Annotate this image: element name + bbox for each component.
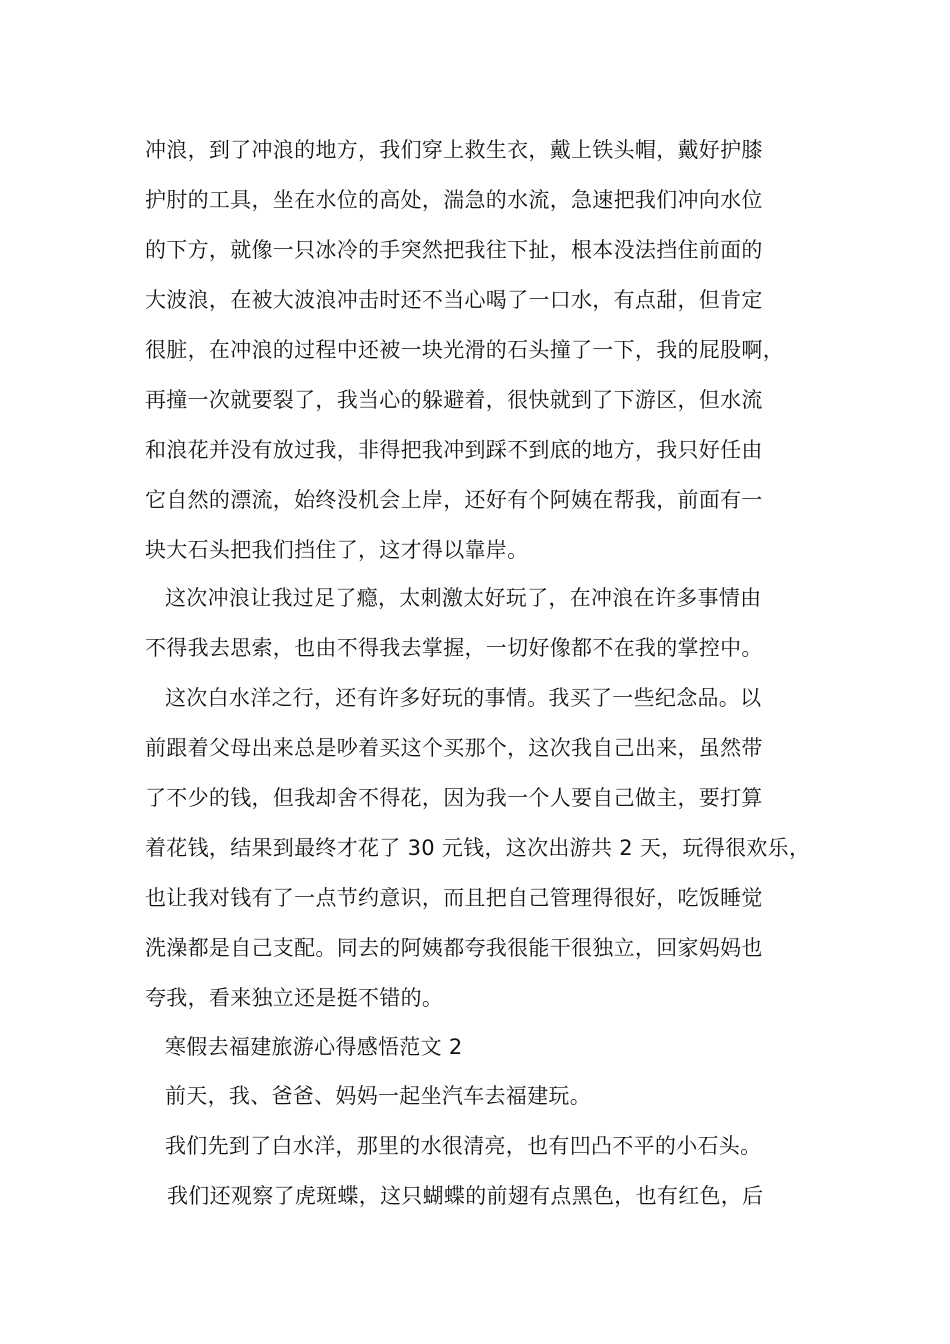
text-line: 块大石头把我们挡住了，这才得以靠岸。	[145, 538, 529, 562]
text-line: 也让我对钱有了一点节约意识，而且把自己管理得很好，吃饭睡觉	[145, 886, 763, 910]
text-line: 很脏，在冲浪的过程中还被一块光滑的石头撞了一下，我的屁股啊，	[145, 338, 784, 362]
text-line: 了不少的钱，但我却舍不得花，因为我一个人要自己做主，要打算	[145, 786, 763, 810]
paragraph-first-line: 我们还观察了虎斑蝶，这只蝴蝶的前翅有点黑色，也有红色，后	[167, 1184, 764, 1208]
paragraph-first-line: 前天，我、爸爸、妈妈一起坐汽车去福建玩。	[165, 1084, 591, 1108]
text-line: 不得我去思索，也由不得我去掌握，一切好像都不在我的掌控中。	[145, 636, 763, 660]
text-line: 和浪花并没有放过我，非得把我冲到踩不到底的地方，我只好任由	[145, 438, 763, 462]
text-line: 着花钱，结果到最终才花了 30 元钱，这次出游共 2 天，玩得很欢乐，	[145, 836, 811, 860]
text-line: 洗澡都是自己支配。同去的阿姨都夸我很能干很独立，回家妈妈也	[145, 936, 763, 960]
text-line: 冲浪，到了冲浪的地方，我们穿上救生衣，戴上铁头帽，戴好护膝	[145, 138, 763, 162]
text-line: 它自然的漂流，始终没机会上岸，还好有个阿姨在帮我，前面有一	[145, 488, 763, 512]
text-line: 的下方，就像一只冰冷的手突然把我往下扯，根本没法挡住前面的	[145, 238, 763, 262]
paragraph-first-line: 这次白水洋之行，还有许多好玩的事情。我买了一些纪念品。以	[165, 686, 762, 710]
text-line: 夸我，看来独立还是挺不错的。	[145, 986, 444, 1010]
paragraph-first-line: 这次冲浪让我过足了瘾，太刺激太好玩了，在冲浪在许多事情由	[165, 586, 762, 610]
text-line: 前跟着父母出来总是吵着买这个买那个，这次我自己出来，虽然带	[145, 736, 763, 760]
text-line: 再撞一次就要裂了，我当心的躲避着，很快就到了下游区，但水流	[145, 388, 763, 412]
section-heading: 寒假去福建旅游心得感悟范文 2	[165, 1035, 463, 1059]
text-line: 大波浪，在被大波浪冲击时还不当心喝了一口水，有点甜，但肯定	[145, 288, 763, 312]
text-line: 护肘的工具，坐在水位的高处，湍急的水流，急速把我们冲向水位	[145, 188, 763, 212]
paragraph-first-line: 我们先到了白水洋，那里的水很清亮，也有凹凸不平的小石头。	[165, 1134, 762, 1158]
